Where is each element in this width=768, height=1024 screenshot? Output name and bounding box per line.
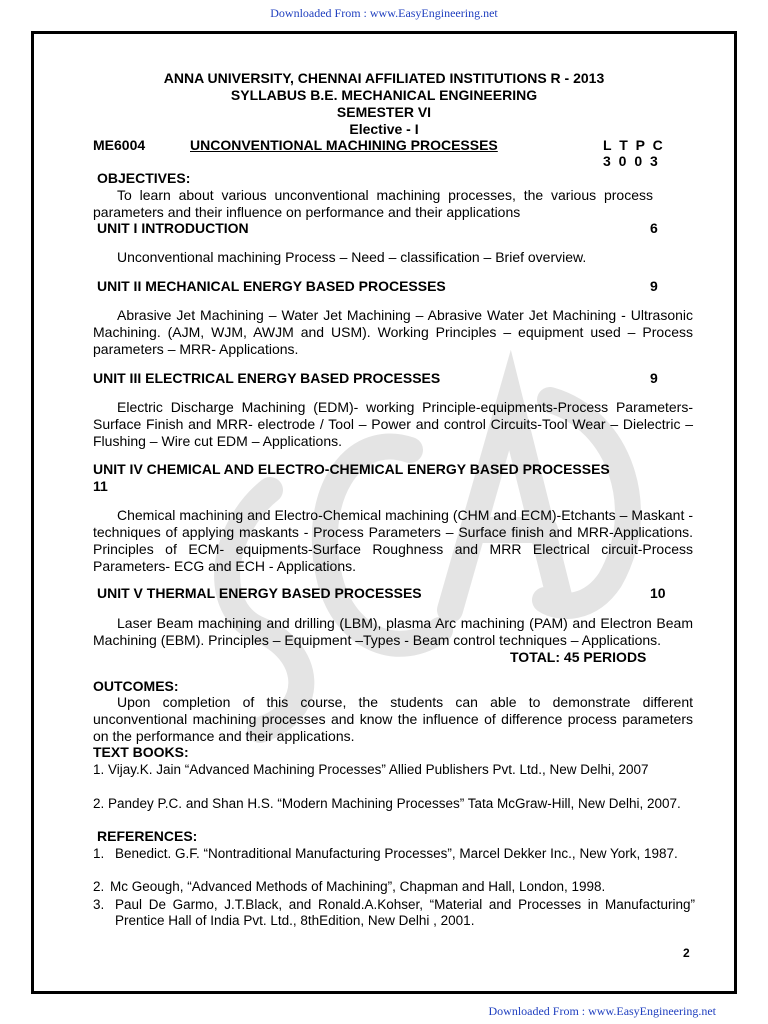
reference-number: 3. (93, 897, 105, 912)
unit-2-hours: 9 (650, 278, 658, 294)
course-title: UNCONVENTIONAL MACHINING PROCESSES (190, 137, 498, 153)
unit-1-hours: 6 (650, 220, 658, 236)
reference-number: 1. (93, 846, 105, 861)
unit-4-hours: 11 (93, 478, 108, 494)
course-code: ME6004 (93, 137, 146, 153)
unit-2-text: Abrasive Jet Machining – Water Jet Machining – Abrasive Water Jet Machining - Ultrasonic Machining. (AJM, WJM, AWJM and USM). Working Principles – equipment used – Process parameters – MRR- Applications. (93, 307, 693, 357)
unit-4-title: UNIT IV CHEMICAL AND ELECTRO-CHEMICAL ENERGY BASED PROCESSES (93, 461, 610, 477)
unit-1-text: Unconventional machining Process – Need – classification – Brief overview. (117, 249, 587, 265)
unit-3-text: Electric Discharge Machining (EDM)- working Principle-equipments-Process Parameters-Surface Finish and MRR- electrode / Tool – Power and control Circuits-Tool Wear – Dielectric – Flushing – Wire cut EDM – Applications. (93, 399, 693, 449)
unit-3-title: UNIT III ELECTRICAL ENERGY BASED PROCESSES (93, 370, 441, 386)
references-heading: REFERENCES: (97, 828, 198, 844)
header-line-2: SYLLABUS B.E. MECHANICAL ENGINEERING (230, 87, 538, 103)
outcomes-text: Upon completion of this course, the students can able to demonstrate different unconventional machining processes and know the influence of difference process parameters on the performance and their applications. (93, 694, 693, 744)
unit-3-hours: 9 (650, 370, 658, 386)
textbooks-heading: TEXT BOOKS: (93, 744, 189, 760)
reference-number: 2. (93, 879, 105, 894)
bottom-download-banner[interactable]: Downloaded From : www.EasyEngineering.net (488, 1004, 716, 1018)
ltpc-labels: L T P C (603, 137, 665, 153)
total-periods: TOTAL: 45 PERIODS (510, 649, 647, 665)
ltpc-values: 3 0 0 3 (603, 153, 660, 169)
top-download-banner[interactable]: Downloaded From : www.EasyEngineering.net (270, 6, 498, 20)
unit-1-title: UNIT I INTRODUCTION (97, 220, 249, 236)
unit-5-text: Laser Beam machining and drilling (LBM), plasma Arc machining (PAM) and Electron Beam Machining (EBM). Principles – Equipment –Types - Beam control techniques – Applications. (93, 615, 693, 648)
unit-2-title: UNIT II MECHANICAL ENERGY BASED PROCESSES (97, 278, 446, 294)
unit-5-hours: 10 (650, 585, 666, 601)
header-line-3: SEMESTER VI (336, 104, 432, 120)
objectives-text: To learn about various unconventional machining processes, the various process parameters and their influence on performance and their applications (93, 187, 653, 220)
reference-item: Mc Geough, “Advanced Methods of Machining”, Chapman and Hall, London, 1998. (110, 879, 606, 894)
unit-4-text: Chemical machining and Electro-Chemical machining (CHM and ECM)-Etchants – Maskant - techniques of applying maskants - Process Parameters – Surface finish and MRR-Applications. Principles of ECM- equipments-Surface Roughness and MRR Electrical circuit-Process Parameters- ECG and ECH - Applications. (93, 507, 693, 574)
header-line-4: Elective - I (349, 121, 419, 137)
reference-item: Paul De Garmo, J.T.Black, and Ronald.A.Kohser, “Material and Processes in Manufacturing” Prentice Hall of India Pvt. Ltd., 8thEdition, New Delhi , 2001. (115, 897, 695, 928)
textbook-item: 2. Pandey P.C. and Shan H.S. “Modern Machining Processes” Tata McGraw-Hill, New Delhi, 2007. (93, 796, 681, 811)
reference-item: Benedict. G.F. “Nontraditional Manufacturing Processes”, Marcel Dekker Inc., New York, 1987. (115, 846, 678, 861)
unit-5-title: UNIT V THERMAL ENERGY BASED PROCESSES (97, 585, 422, 601)
page-number: 2 (683, 946, 690, 960)
textbook-item: 1. Vijay.K. Jain “Advanced Machining Processes” Allied Publishers Pvt. Ltd., New Delhi, 2007 (93, 762, 649, 777)
objectives-heading: OBJECTIVES: (97, 170, 191, 186)
outcomes-heading: OUTCOMES: (93, 678, 179, 694)
header-line-1: ANNA UNIVERSITY, CHENNAI AFFILIATED INSTITUTIONS R - 2013 (163, 70, 605, 86)
